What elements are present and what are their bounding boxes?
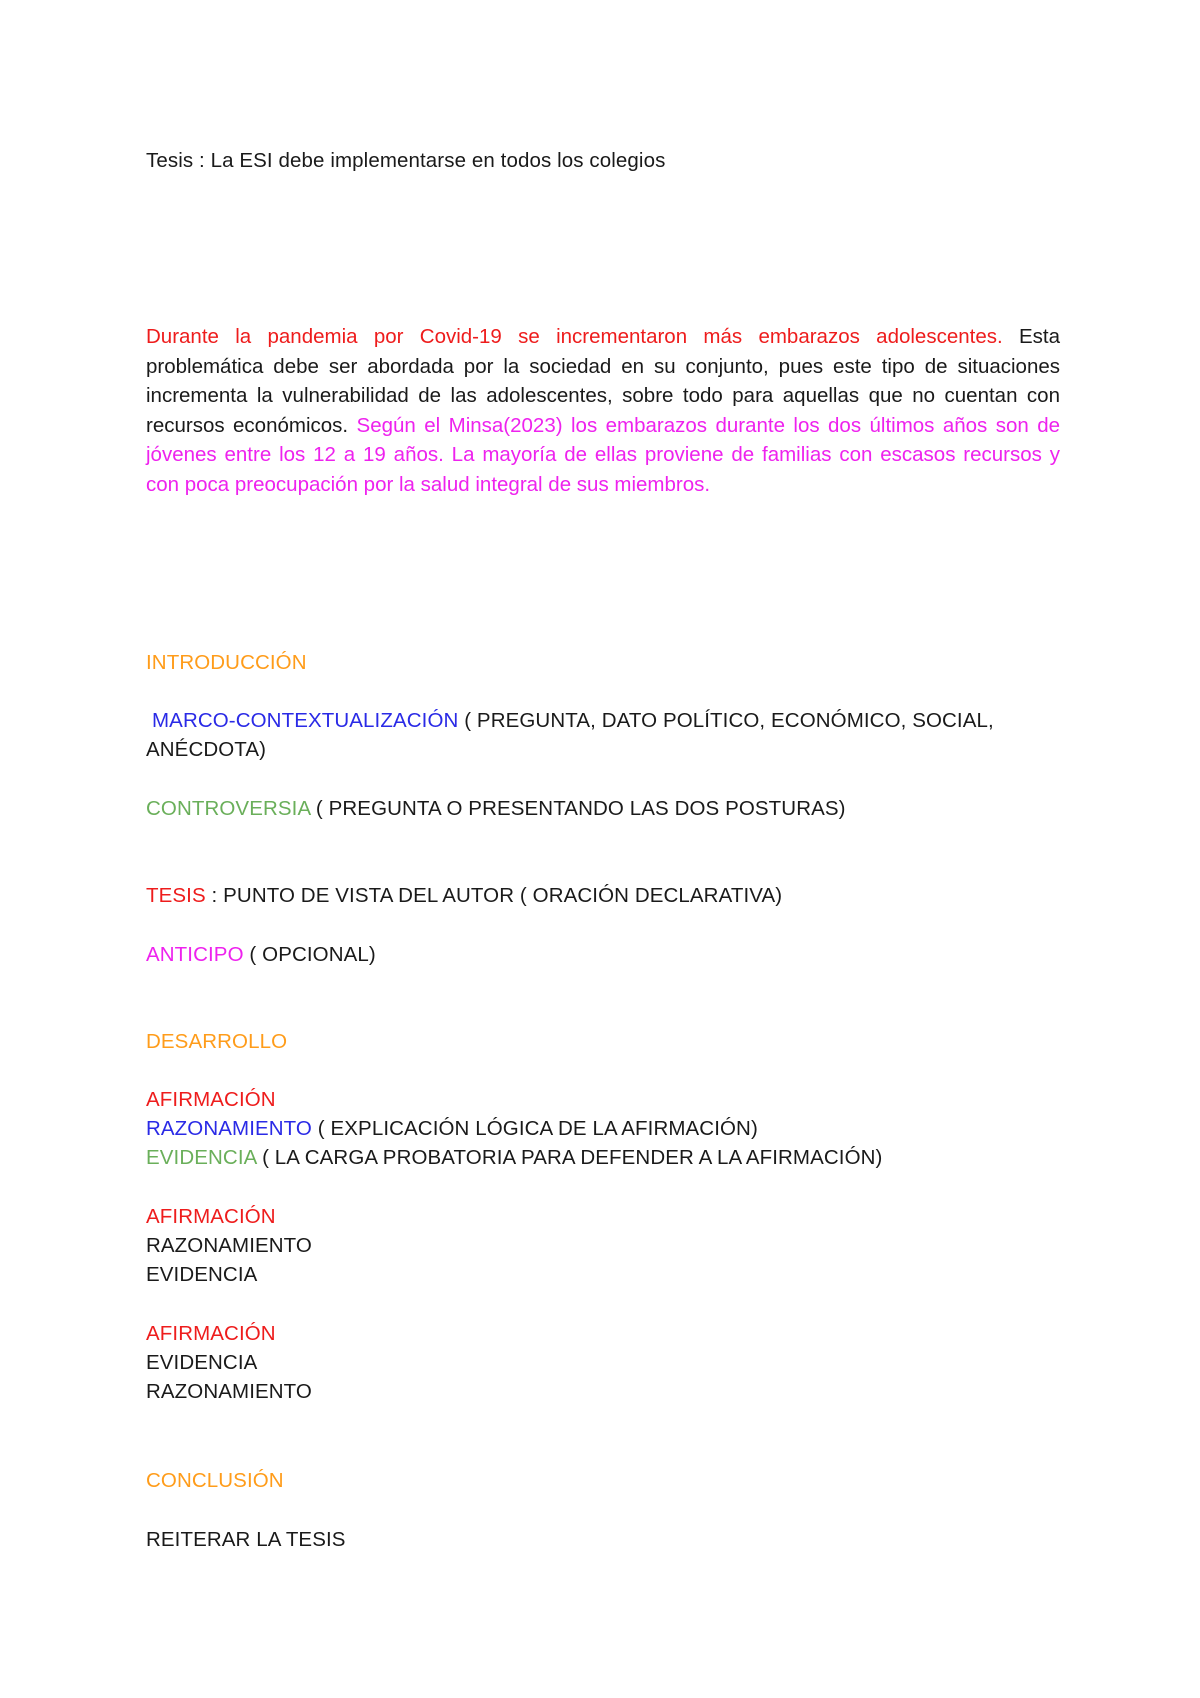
razonamiento-2: RAZONAMIENTO [146,1234,312,1257]
conclusion-text: REITERAR LA TESIS [146,1528,346,1551]
introduccion-heading: INTRODUCCIÓN [146,651,307,674]
tesis-rest: : PUNTO DE VISTA DEL AUTOR ( ORACIÓN DECLARATIVA) [205,884,783,907]
tesis-label: TESIS [146,884,206,907]
marco-line [152,706,994,735]
paragraph-black-text: Esta problemática debe ser abordada por la sociedad en su conjunto, pues este tipo de situaciones incrementa la vulnerabilidad de las adolescentes, sobre todo para aquellas que no cuentan con recursos económicos. [146,325,1060,437]
razonamiento-1 [146,1114,758,1143]
tesis-line [146,881,782,910]
razonamiento-label: RAZONAMIENTO [146,1117,312,1140]
controversia-label: CONTROVERSIA [146,797,311,820]
desarrollo-heading: DESARROLLO [146,1030,288,1053]
evidencia-3: EVIDENCIA [146,1351,258,1374]
thesis-line: Tesis : La ESI debe implementarse en todos los colegios [146,149,666,172]
marco-line-2: ANÉCDOTA) [146,738,267,761]
evidencia-1 [146,1143,882,1172]
controversia-line [146,794,846,823]
anticipo-line [146,940,376,969]
afirmacion-3: AFIRMACIÓN [146,1322,276,1345]
afirmacion-1: AFIRMACIÓN [146,1088,276,1111]
evidencia-2: EVIDENCIA [146,1263,258,1286]
anticipo-label: ANTICIPO [146,943,244,966]
controversia-rest: ( PREGUNTA O PRESENTANDO LAS DOS POSTURAS) [310,797,846,820]
conclusion-heading: CONCLUSIÓN [146,1469,284,1492]
razonamiento-3: RAZONAMIENTO [146,1380,312,1403]
anticipo-rest: ( OPCIONAL) [243,943,376,966]
afirmacion-2: AFIRMACIÓN [146,1205,276,1228]
razonamiento-rest: ( EXPLICACIÓN LÓGICA DE LA AFIRMACIÓN) [311,1117,758,1140]
marco-label: MARCO-CONTEXTUALIZACIÓN [152,709,459,732]
marco-rest: ( PREGUNTA, DATO POLÍTICO, ECONÓMICO, SOCIAL, [458,709,994,732]
paragraph-red-sentence: Durante la pandemia por Covid-19 se incrementaron más embarazos adolescentes. [146,325,1003,348]
evidencia-label: EVIDENCIA [146,1146,257,1169]
evidencia-rest: ( LA CARGA PROBATORIA PARA DEFENDER A LA AFIRMACIÓN) [256,1146,883,1169]
paragraph-magenta-text: Según el Minsa(2023) los embarazos durante los dos últimos años son de jóvenes entre los 12 a 19 años. La mayoría de ellas proviene de familias con escasos recursos y con poca preocupación por la salud integral de sus miembros. [146,413,1060,496]
intro-paragraph [146,322,1060,499]
